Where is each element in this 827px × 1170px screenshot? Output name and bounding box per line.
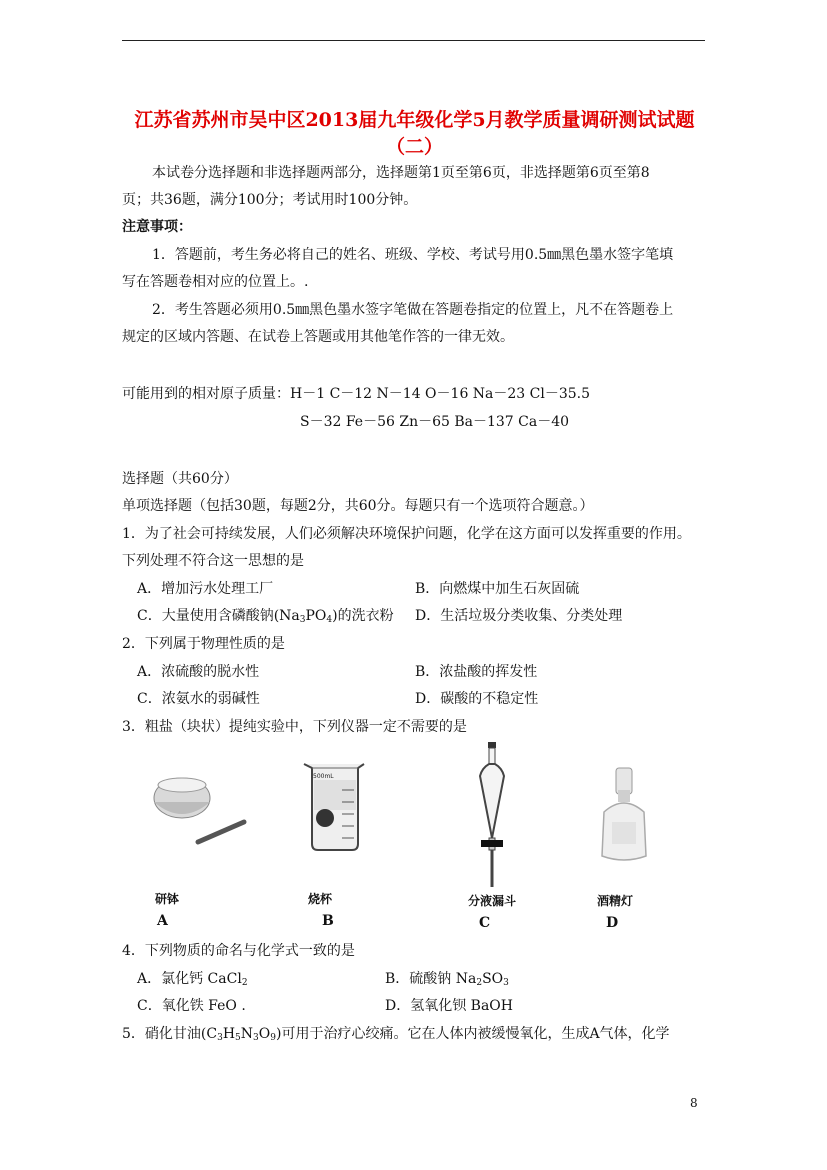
header-rule [122, 40, 705, 41]
svg-text:500mL: 500mL [313, 773, 334, 780]
separatory-funnel-icon [462, 742, 522, 892]
question-1-option-c: C．大量使用含磷酸钠$(Na_3PO_4)$的洗衣粉 [137, 608, 394, 625]
intro-line-2: 页；共36题，满分100分；考试用时100分钟。 [122, 192, 418, 208]
figure-b [298, 740, 368, 929]
question-5-stem: 5．硝化甘油$(C_3H_5N_3O_9)$可用于治疗心绞痛。它在人体内被缓慢氧化，生成A气体，化学 [122, 1026, 670, 1043]
section-heading: 选择题（共60分） [122, 471, 238, 487]
atomic-masses-line-1: 可能用到的相对原子质量：H－1 C－12 N－14 O－16 Na－23 Cl－35.5 [122, 386, 591, 402]
notes-heading: 注意事项： [122, 219, 192, 235]
question-4-option-a: A．氯化钙 CaCl$_2$ [137, 971, 248, 988]
question-1-option-a: A．增加污水处理工厂 [137, 581, 274, 597]
figure-a-letter: A [157, 913, 168, 929]
note-2-line-1: 2．考生答题必须用0.5㎜黑色墨水签字笔做在答题卷指定的位置上，凡不在答题卷上 [152, 302, 674, 318]
alcohol-lamp-icon [592, 760, 658, 870]
question-2-option-a: A．浓硫酸的脱水性 [137, 664, 260, 680]
note-2-line-2: 规定的区域内答题、在试卷上答题或用其他笔作答的一律无效。 [122, 329, 514, 345]
figure-c-label: 分液漏斗 [468, 894, 517, 908]
mortar-pestle-icon [140, 740, 250, 850]
figure-c-letter: C [479, 915, 491, 931]
section-instruction: 单项选择题（包括30题，每题2分，共60分。每题只有一个选项符合题意。） [122, 498, 594, 514]
figure-c [462, 742, 522, 931]
question-2-option-b: B．浓盐酸的挥发性 [415, 664, 538, 680]
question-4-option-d: D．氢氧化钡 BaOH [385, 998, 513, 1014]
question-1-stem-line-2: 下列处理不符合这一思想的是 [122, 553, 304, 569]
page-number: 8 [690, 1096, 698, 1110]
figure-d [592, 760, 658, 931]
document-title: 江苏省苏州市吴中区2013届九年级化学5月教学质量调研测试试题 [134, 109, 695, 131]
figure-d-label: 酒精灯 [597, 894, 634, 908]
question-1-stem-line-1: 1．为了社会可持续发展，人们必须解决环境保护问题，化学在这方面可以发挥重要的作用。 [122, 526, 691, 542]
note-1-line-2: 写在答题卷相对应的位置上。. [122, 274, 309, 290]
question-4-option-b: B．硫酸钠 $Na_2SO_3$ [385, 971, 509, 988]
figure-b-label: 烧杯 [308, 892, 333, 906]
question-1-option-b: B．向燃煤中加生石灰固硫 [415, 581, 580, 597]
question-2-option-c: C．浓氨水的弱碱性 [137, 691, 260, 707]
question-4-stem: 4．下列物质的命名与化学式一致的是 [122, 943, 355, 959]
figure-a [140, 740, 250, 929]
question-2-option-d: D．碳酸的不稳定性 [415, 691, 539, 707]
note-1-line-1: 1．答题前，考生务必将自己的姓名、班级、学校、考试号用0.5㎜黑色墨水签字笔填 [152, 247, 674, 263]
question-4-option-c: C．氧化铁 FeO . [137, 998, 246, 1014]
figure-d-letter: D [606, 915, 619, 931]
document-title-subtitle: （二） [385, 136, 443, 158]
question-1-option-d: D．生活垃圾分类收集、分类处理 [415, 608, 623, 624]
figure-b-letter: B [322, 913, 334, 929]
intro-line-1: 本试卷分选择题和非选择题两部分，选择题第1页至第6页，非选择题第6页至第8 [152, 165, 650, 181]
atomic-masses-line-2: S－32 Fe－56 Zn－65 Ba－137 Ca－40 [300, 414, 570, 430]
figure-a-label: 研钵 [155, 892, 180, 906]
question-3-stem: 3．粗盐（块状）提纯实验中，下列仪器一定不需要的是 [122, 719, 467, 735]
beaker-icon [298, 740, 368, 855]
question-2-stem: 2．下列属于物理性质的是 [122, 636, 285, 652]
